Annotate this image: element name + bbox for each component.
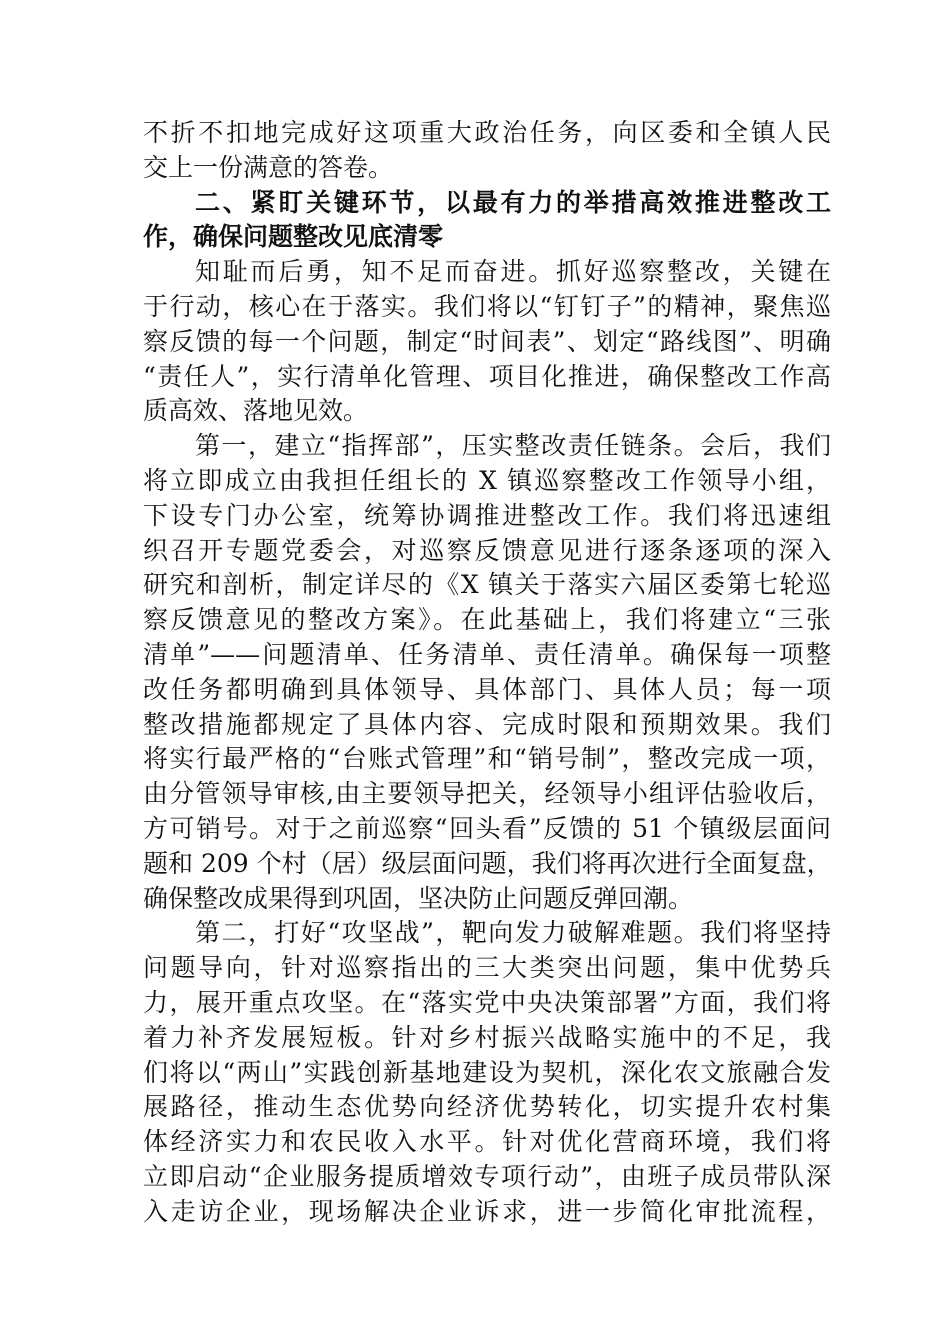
text-line: 由分管领导审核,由主要领导把关，经领导小组评估验收后， — [143, 779, 831, 809]
text-line: 察反馈意见的整改方案》。在此基础上，我们将建立“三张 — [143, 605, 831, 635]
text-line: 清单”——问题清单、任务清单、责任清单。确保每一项整 — [143, 639, 831, 669]
text-line: 改任务都明确到具体领导、具体部门、具体人员；每一项 — [143, 674, 831, 704]
paragraph — [143, 429, 831, 916]
text-line: 不折不扣地完成好这项重大政治任务，向区委和全镇人民 — [143, 118, 831, 147]
text-line: 们将以“两山”实践创新基地建设为契机，深化农文旅融合发 — [143, 1057, 831, 1087]
text-line: 立即启动“企业服务提质增效专项行动”，由班子成员带队深 — [143, 1161, 831, 1191]
text-line: 察反馈的每一个问题，制定“时间表”、划定“路线图”、明确 — [143, 326, 831, 356]
text-line: “责任人”，实行清单化管理、项目化推进，确保整改工作高 — [143, 361, 831, 391]
text-line: 体经济实力和农民收入水平。针对优化营商环境，我们将 — [143, 1127, 831, 1157]
text-line: 将实行最严格的“台账式管理”和“销号制”，整改完成一项， — [143, 744, 831, 774]
text-line: 将立即成立由我担任组长的 X 镇巡察整改工作领导小组， — [143, 465, 831, 495]
text-line: 整改措施都规定了具体内容、完成时限和预期效果。我们 — [143, 709, 831, 739]
document-body — [143, 116, 831, 1230]
text-line: 第一，建立“指挥部”，压实整改责任链条。会后，我们 — [195, 431, 831, 461]
section-heading — [143, 186, 831, 256]
text-line: 质高效、落地见效。 — [143, 396, 369, 426]
text-line: 问题导向，针对巡察指出的三大类突出问题，集中优势兵 — [143, 953, 831, 983]
text-line: 展路径，推动生态优势向经济优势转化，切实提升农村集 — [143, 1092, 831, 1122]
text-line: 作，确保问题整改见底清零 — [143, 222, 444, 252]
text-line: 知耻而后勇，知不足而奋进。抓好巡察整改，关键在 — [195, 257, 831, 287]
text-line: 第二，打好“攻坚战”，靶向发力破解难题。我们将坚持 — [195, 918, 831, 948]
paragraph — [143, 116, 831, 186]
text-line: 于行动，核心在于落实。我们将以“钉钉子”的精神，聚焦巡 — [143, 291, 831, 321]
text-line: 力，展开重点攻坚。在“落实党中央决策部署”方面，我们将 — [143, 987, 831, 1017]
text-line: 二、紧盯关键环节，以最有力的举措高效推进整改工 — [195, 187, 831, 217]
text-line: 入走访企业，现场解决企业诉求，进一步简化审批流程， — [143, 1196, 831, 1226]
text-line: 织召开专题党委会，对巡察反馈意见进行逐条逐项的深入 — [143, 535, 831, 565]
text-line: 确保整改成果得到巩固，坚决防止问题反弹回潮。 — [143, 883, 694, 913]
paragraph — [143, 916, 831, 1229]
text-line: 方可销号。对于之前巡察“回头看”反馈的 51 个镇级层面问 — [143, 813, 831, 843]
text-line: 下设专门办公室，统筹协调推进整改工作。我们将迅速组 — [143, 500, 831, 530]
text-line: 题和 209 个村（居）级层面问题，我们将再次进行全面复盘， — [143, 848, 832, 878]
text-line: 着力补齐发展短板。针对乡村振兴战略实施中的不足，我 — [143, 1022, 831, 1052]
text-line: 交上一份满意的答卷。 — [143, 152, 394, 182]
text-line: 研究和剖析，制定详尽的《X 镇关于落实六届区委第七轮巡 — [143, 570, 831, 600]
paragraph — [143, 255, 831, 429]
